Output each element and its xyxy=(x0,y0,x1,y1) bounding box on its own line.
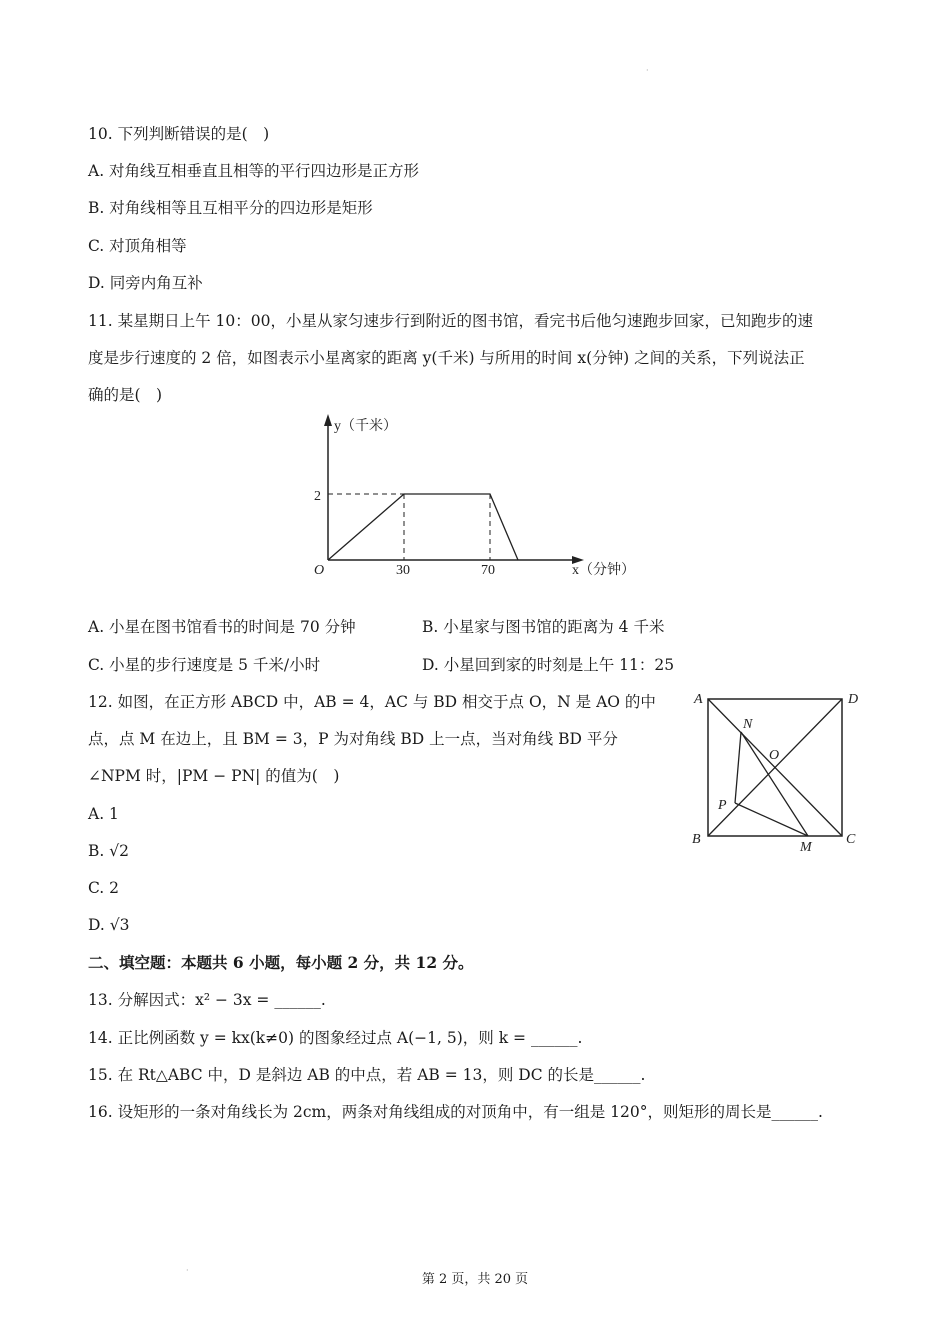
section-2-heading: 二、填空题：本题共 6 小题，每小题 2 分，共 12 分。 xyxy=(88,953,474,972)
q13: 13. 分解因式：x² − 3x = ______. xyxy=(88,991,326,1009)
q16: 16. 设矩形的一条对角线长为 2cm，两条对角线组成的对顶角中，有一组是 120°，则矩形的周长是______. xyxy=(88,1103,823,1121)
q12-option-a: A. 1 xyxy=(88,805,119,823)
q12-option-c: C. 2 xyxy=(88,879,120,897)
x-axis-label: x（分钟） xyxy=(572,563,635,578)
q11-option-b: B. 小星家与图书馆的距离为 4 千米 xyxy=(422,618,665,636)
y-axis-arrow xyxy=(324,414,332,426)
x-tick-70: 70 xyxy=(481,563,495,578)
label-b: B xyxy=(692,832,701,847)
label-d: D xyxy=(848,692,859,707)
label-m: M xyxy=(800,840,812,855)
label-c: C xyxy=(846,832,856,847)
q11-option-c: C. 小星的步行速度是 5 千米/小时 xyxy=(88,656,321,674)
q12-line2: 点，点 M 在边上，且 BM = 3，P 为对角线 BD 上一点，当对角线 BD 平分 xyxy=(88,730,618,748)
scan-dot-2: · xyxy=(186,1266,189,1275)
q12-option-d: D. √3 xyxy=(88,916,130,934)
origin-label: O xyxy=(314,563,325,578)
x-tick-30: 30 xyxy=(396,563,410,578)
q11-distance-time-graph xyxy=(300,408,650,588)
label-p: P xyxy=(718,798,727,813)
y-axis-label: y（千米） xyxy=(334,419,397,434)
q14: 14. 正比例函数 y = kx(k≠0) 的图象经过点 A(−1, 5)，则 k = ______. xyxy=(88,1029,583,1047)
scan-dot: · xyxy=(646,66,649,75)
page-footer: 第 2 页，共 20 页 xyxy=(421,1272,529,1287)
y-tick-2: 2 xyxy=(314,489,321,504)
label-a: A xyxy=(694,692,703,707)
q10-option-c: C. 对顶角相等 xyxy=(88,237,187,255)
q12-square-figure xyxy=(688,684,868,856)
q10-option-b: B. 对角线相等且互相平分的四边形是矩形 xyxy=(88,199,373,217)
q10-option-d: D. 同旁内角互补 xyxy=(88,274,203,292)
label-n: N xyxy=(743,717,753,732)
segment-pn xyxy=(735,732,741,803)
q11-option-d: D. 小星回到家的时刻是上午 11：25 xyxy=(422,656,675,674)
q12-line3: ∠NPM 时，|PM − PN| 的值为( ) xyxy=(88,767,340,785)
q12-option-b: B. √2 xyxy=(88,842,129,860)
q11-line1: 11. 某星期日上午 10：00，小星从家匀速步行到附近的图书馆，看完书后他匀速跑步回家，已知跑步的速 xyxy=(88,312,813,330)
q11-option-a: A. 小星在图书馆看书的时间是 70 分钟 xyxy=(88,618,356,636)
q11-line3: 确的是( ) xyxy=(88,386,163,404)
label-o: O xyxy=(769,748,780,763)
q10-stem: 10. 下列判断错误的是( ) xyxy=(88,125,270,143)
q15: 15. 在 Rt△ABC 中，D 是斜边 AB 的中点，若 AB = 13，则 DC 的长是______. xyxy=(88,1066,646,1084)
q10-option-a: A. 对角线互相垂直且相等的平行四边形是正方形 xyxy=(88,162,420,180)
q12-line1: 12. 如图，在正方形 ABCD 中，AB = 4，AC 与 BD 相交于点 O，N 是 AO 的中 xyxy=(88,693,656,711)
q11-line2: 度是步行速度的 2 倍，如图表示小星离家的距离 y(千米) 与所用的时间 x(分钟) 之间的关系，下列说法正 xyxy=(88,349,805,367)
